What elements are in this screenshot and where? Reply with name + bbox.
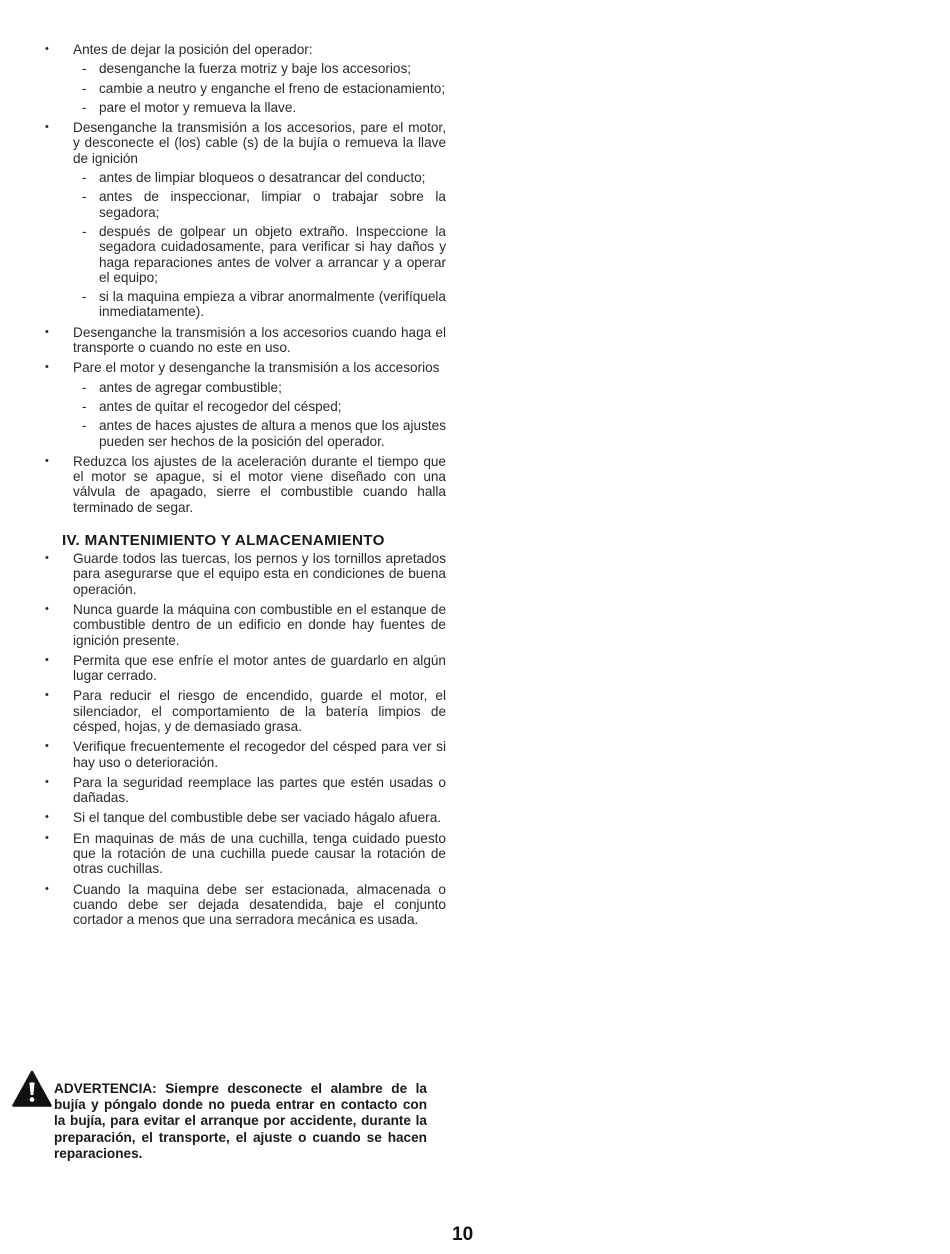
sub-item bbox=[73, 81, 446, 96]
sub-item bbox=[73, 170, 446, 185]
bullet-text: Verifique frecuentemente el recogedor del césped para ver si hay uso o deterioración. bbox=[73, 739, 446, 770]
sub-item bbox=[73, 61, 446, 76]
bullet-marker: • bbox=[45, 882, 49, 895]
dash-marker: - bbox=[82, 61, 87, 77]
bullet-marker: • bbox=[45, 689, 49, 702]
bullet-marker: • bbox=[45, 811, 49, 824]
bullet-text: Reduzca los ajustes de la aceleración durante el tiempo que el motor se apague, si el motor viene diseñado con una válvula de apagado, sierre el combustible cuando halla terminado de segar. bbox=[73, 453, 446, 515]
bullet-text: Desenganche la transmisión a los accesorios cuando haga el transporte o cuando no este en uso. bbox=[73, 324, 446, 356]
bullet-item bbox=[45, 774, 446, 806]
bullet-marker: • bbox=[45, 831, 49, 844]
bullet-item bbox=[45, 739, 446, 770]
sub-item-text: cambie a neutro y enganche el freno de estacionamiento; bbox=[99, 80, 446, 96]
dash-marker: - bbox=[82, 398, 87, 414]
sub-item bbox=[73, 418, 446, 449]
bullet-item bbox=[45, 881, 446, 928]
bullet-marker: • bbox=[45, 361, 49, 374]
sub-item-text: antes de limpiar bloqueos o desatrancar del conducto; bbox=[99, 170, 426, 186]
sub-item bbox=[73, 100, 446, 115]
dash-marker: - bbox=[82, 223, 87, 239]
bullet-item bbox=[45, 42, 446, 115]
bullet-marker: • bbox=[45, 552, 49, 565]
bullet-item bbox=[45, 120, 446, 320]
bullet-marker: • bbox=[45, 775, 49, 788]
sub-item bbox=[73, 289, 446, 320]
bullet-text: Desenganche la transmisión a los accesorios, pare el motor, y desconecte el (los) cable (s) de la bujía o remueva la llave de ignición bbox=[73, 120, 446, 166]
sub-item bbox=[73, 189, 446, 220]
bullet-item bbox=[45, 830, 446, 877]
bullet-item bbox=[45, 810, 446, 826]
bullet-item bbox=[45, 324, 446, 356]
sub-item-text: antes de inspeccionar, limpiar o trabajar sobre la segadora; bbox=[99, 189, 446, 220]
sub-item-text: antes de quitar el recogedor del césped; bbox=[99, 398, 342, 414]
bullet-marker: • bbox=[45, 602, 49, 615]
dash-marker: - bbox=[82, 99, 87, 115]
bullet-item bbox=[45, 688, 446, 734]
bullet-marker: • bbox=[45, 325, 49, 338]
dash-marker: - bbox=[82, 80, 87, 96]
operator-safety-list bbox=[45, 42, 446, 515]
bullet-item bbox=[45, 601, 446, 648]
maintenance-list bbox=[45, 551, 446, 928]
sub-list bbox=[73, 61, 446, 115]
bullet-text: En maquinas de más de una cuchilla, tenga cuidado puesto que la rotación de una cuchilla puede causar la rotación de otras cuchillas. bbox=[73, 830, 446, 877]
dash-marker: - bbox=[82, 289, 87, 305]
bullet-text: Permita que ese enfríe el motor antes de guardarlo en algún lugar cerrado. bbox=[73, 652, 446, 684]
bullet-item bbox=[45, 551, 446, 597]
bullet-marker: • bbox=[45, 740, 49, 753]
bullet-text: Antes de dejar la posición del operador: bbox=[73, 42, 313, 57]
page-number: 10 bbox=[452, 1224, 474, 1245]
sub-item bbox=[73, 224, 446, 285]
sub-item-text: desenganche la fuerza motriz y baje los accesorios; bbox=[99, 61, 412, 77]
sub-item-text: antes de agregar combustible; bbox=[99, 379, 282, 395]
dash-marker: - bbox=[82, 418, 87, 434]
sub-list bbox=[73, 170, 446, 320]
bullet-text: Si el tanque del combustible debe ser vaciado hágalo afuera. bbox=[73, 810, 442, 826]
text-column bbox=[45, 42, 446, 933]
bullet-item bbox=[45, 360, 446, 449]
bullet-item bbox=[45, 652, 446, 684]
bullet-item bbox=[45, 453, 446, 515]
warning-triangle-icon bbox=[12, 1070, 52, 1108]
bullet-text: Nunca guarde la máquina con combustible en el estanque de combustible dentro de un edificio en donde hay fuentes de ignición presente. bbox=[73, 601, 446, 648]
bullet-text: Guarde todos las tuercas, los pernos y los tornillos apretados para asegurarse que el equipo esta en condiciones de buena operación. bbox=[73, 551, 446, 597]
sub-list bbox=[73, 380, 446, 449]
bullet-text: Para la seguridad reemplace las partes que estén usadas o dañadas. bbox=[73, 774, 446, 806]
sub-item-text: antes de haces ajustes de altura a menos que los ajustes pueden ser hechos de la posición del operador. bbox=[99, 418, 446, 449]
bullet-marker: • bbox=[45, 653, 49, 666]
dash-marker: - bbox=[82, 189, 87, 205]
bullet-marker: • bbox=[45, 43, 49, 55]
sub-item-text: pare el motor y remueva la llave. bbox=[99, 99, 297, 115]
sub-item-text: si la maquina empieza a vibrar anormalmente (verifíquela inmediatamente). bbox=[99, 289, 446, 320]
bullet-text: Pare el motor y desenganche la transmisión a los accesorios bbox=[73, 360, 440, 376]
dash-marker: - bbox=[82, 170, 87, 186]
sub-item bbox=[73, 399, 446, 414]
warning-text: ADVERTENCIA: Siempre desconecte el alambre de la bujía y póngalo donde no pueda entrar en contacto con la bujía, para evitar el arranque por accidente, durante la preparación, el transporte, el ajuste o cuando se hacen reparaciones. bbox=[54, 1081, 427, 1161]
sub-item-text: después de golpear un objeto extraño. Inspeccione la segadora cuidadosamente, para verificar si hay daños y haga reparaciones antes de volver a arrancar y a operar el equipo; bbox=[99, 223, 446, 285]
bullet-marker: • bbox=[45, 121, 49, 134]
sub-item bbox=[73, 380, 446, 395]
dash-marker: - bbox=[82, 379, 87, 395]
bullet-text: Para reducir el riesgo de encendido, guarde el motor, el silenciador, el comportamiento de la batería limpios de césped, hojas, y de demasiado grasa. bbox=[73, 688, 446, 734]
bullet-text: Cuando la maquina debe ser estacionada, almacenada o cuando debe ser dejada desatendida, baje el conjunto cortador a menos que una serradora mecánica es usada. bbox=[73, 881, 446, 928]
section-heading: IV. MANTENIMIENTO Y ALMACENAMIENTO bbox=[62, 532, 385, 550]
bullet-marker: • bbox=[45, 454, 49, 467]
